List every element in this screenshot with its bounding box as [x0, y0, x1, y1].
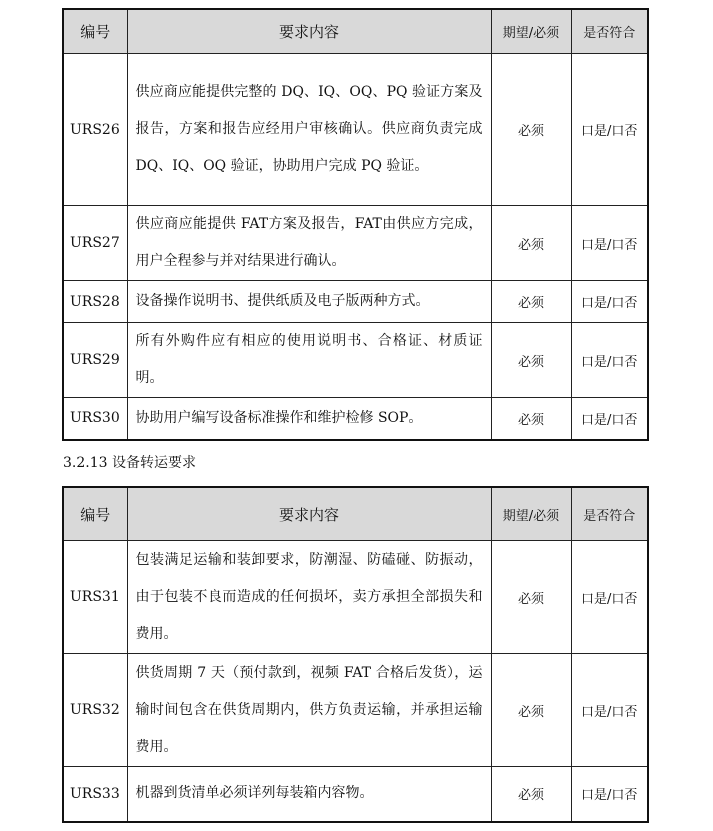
row-id: URS30	[63, 398, 127, 440]
requirements-table-1	[62, 8, 649, 441]
table-header-row	[63, 487, 648, 541]
table-row	[63, 54, 648, 206]
table-row	[63, 398, 648, 440]
row-compliance[interactable]: 口是/口否	[571, 541, 648, 654]
row-compliance[interactable]: 口是/口否	[571, 323, 648, 398]
row-level: 必须	[491, 767, 571, 822]
table-row	[63, 654, 648, 767]
header-compliance: 是否符合	[571, 9, 648, 54]
row-compliance[interactable]: 口是/口否	[571, 206, 648, 281]
row-level: 必须	[491, 654, 571, 767]
header-id: 编号	[63, 9, 127, 54]
table-header-row	[63, 9, 648, 54]
table-row	[63, 206, 648, 281]
row-id: URS27	[63, 206, 127, 281]
row-compliance[interactable]: 口是/口否	[571, 281, 648, 323]
row-content: 包装满足运输和装卸要求，防潮湿、防磕碰、防振动，由于包装不良而造成的任何损坏，卖方承担全部损失和费用。	[127, 541, 491, 654]
row-content: 设备操作说明书、提供纸质及电子版两种方式。	[127, 281, 491, 323]
row-level: 必须	[491, 323, 571, 398]
table-row	[63, 323, 648, 398]
header-id: 编号	[63, 487, 127, 541]
table-row	[63, 541, 648, 654]
row-level: 必须	[491, 541, 571, 654]
row-level: 必须	[491, 281, 571, 323]
row-level: 必须	[491, 398, 571, 440]
table-row	[63, 767, 648, 822]
requirements-table-2	[62, 486, 649, 823]
row-id: URS28	[63, 281, 127, 323]
row-id: URS29	[63, 323, 127, 398]
row-content: 协助用户编写设备标准操作和维护检修 SOP。	[127, 398, 491, 440]
header-compliance: 是否符合	[571, 487, 648, 541]
table-row	[63, 281, 648, 323]
header-content: 要求内容	[127, 487, 491, 541]
header-level: 期望/必须	[491, 9, 571, 54]
row-content: 供应商应能提供 FAT方案及报告，FAT由供应方完成，用户全程参与并对结果进行确认。	[127, 206, 491, 281]
row-compliance[interactable]: 口是/口否	[571, 767, 648, 822]
row-compliance[interactable]: 口是/口否	[571, 654, 648, 767]
row-id: URS33	[63, 767, 127, 822]
row-level: 必须	[491, 54, 571, 206]
row-compliance[interactable]: 口是/口否	[571, 54, 648, 206]
header-level: 期望/必须	[491, 487, 571, 541]
row-id: URS26	[63, 54, 127, 206]
section-title: 3.2.13 设备转运要求	[63, 455, 196, 471]
row-content: 所有外购件应有相应的使用说明书、合格证、材质证明。	[127, 323, 491, 398]
header-content: 要求内容	[127, 9, 491, 54]
row-level: 必须	[491, 206, 571, 281]
row-id: URS32	[63, 654, 127, 767]
row-content: 供应商应能提供完整的 DQ、IQ、OQ、PQ 验证方案及报告，方案和报告应经用户审核确认。供应商负责完成DQ、IQ、OQ 验证，协助用户完成 PQ 验证。	[127, 54, 491, 206]
row-content: 供货周期 7 天（预付款到，视频 FAT 合格后发货），运输时间包含在供货周期内，供方负责运输，并承担运输费用。	[127, 654, 491, 767]
row-id: URS31	[63, 541, 127, 654]
row-compliance[interactable]: 口是/口否	[571, 398, 648, 440]
row-content: 机器到货清单必须详列每装箱内容物。	[127, 767, 491, 822]
